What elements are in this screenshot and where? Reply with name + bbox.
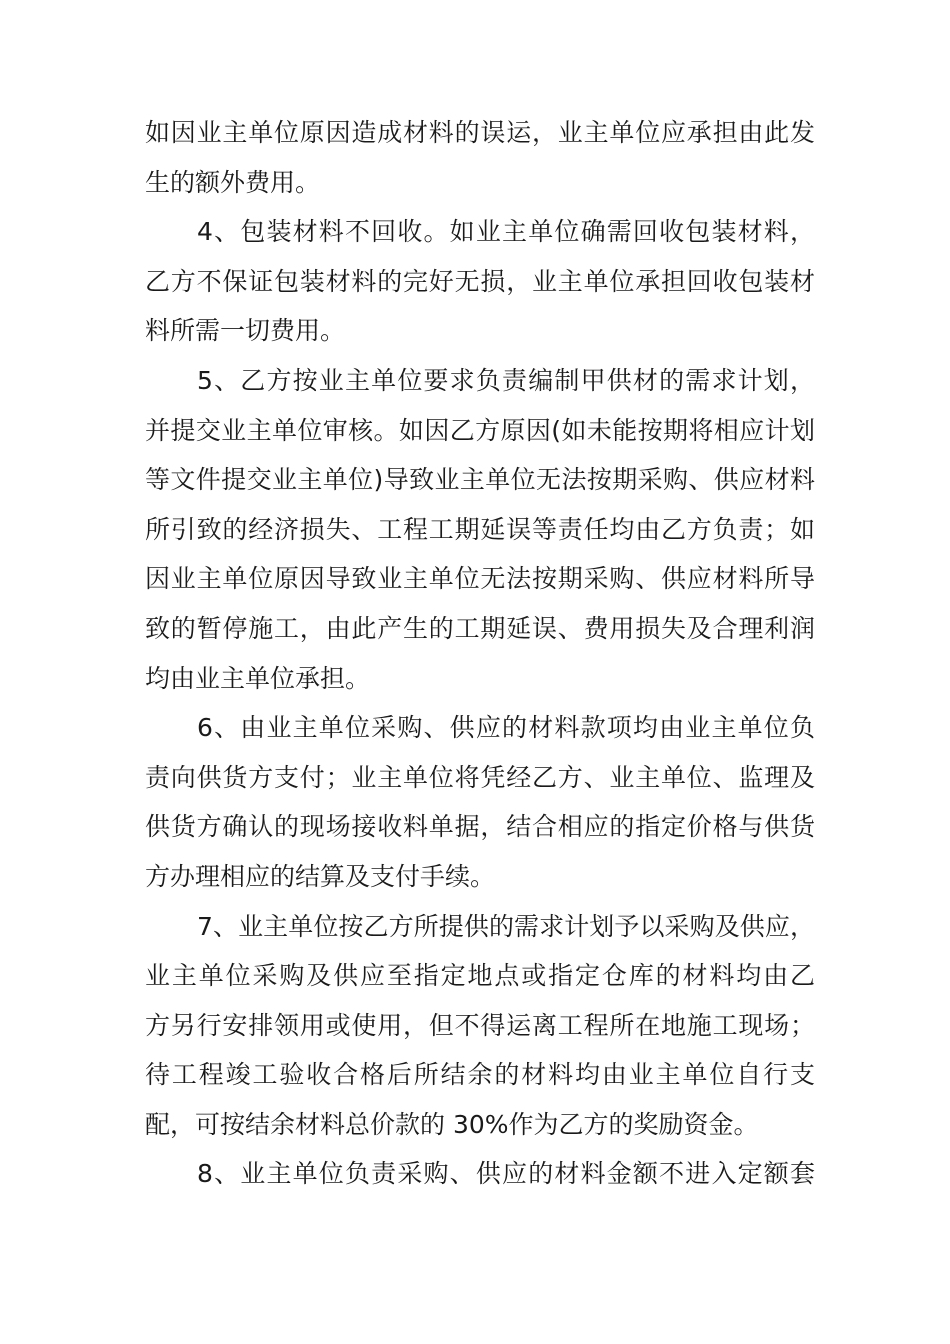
text-line: 如因业主单位原因造成材料的误运，业主单位应承担由此发	[145, 118, 815, 147]
text-line: 配，可按结余材料总价款的 30%作为乙方的奖励资金。	[145, 1109, 759, 1139]
paragraph-item-5	[145, 356, 815, 703]
document-body	[145, 108, 815, 1199]
text-line: 责向供货方支付；业主单位将凭经乙方、业主单位、监理及	[145, 762, 815, 792]
text-line: 方办理相应的结算及支付手续。	[145, 861, 496, 891]
paragraph-item-7	[145, 902, 815, 1150]
text-line: 4、包装材料不回收。如业主单位确需回收包装材料，	[197, 217, 815, 247]
text-line: 8、业主单位负责采购、供应的材料金额不进入定额套	[197, 1159, 815, 1189]
text-line: 6、由业主单位采购、供应的材料款项均由业主单位负	[197, 713, 815, 743]
text-line: 均由业主单位承担。	[145, 663, 371, 693]
text-line: 致的暂停施工，由此产生的工期延误、费用损失及合理利润	[145, 613, 815, 643]
paragraph-item-8	[145, 1149, 815, 1199]
text-line: 因业主单位原因导致业主单位无法按期采购、供应材料所导	[145, 564, 815, 594]
text-line: 乙方不保证包装材料的完好无损，业主单位承担回收包装材	[145, 266, 815, 296]
paragraph-continuation	[145, 108, 815, 207]
paragraph-item-6	[145, 703, 815, 901]
text-line: 料所需一切费用。	[145, 316, 346, 346]
text-line: 方另行安排领用或使用，但不得运离工程所在地施工现场；	[145, 1010, 815, 1040]
text-line: 等文件提交业主单位)导致业主单位无法按期采购、供应材料	[145, 465, 815, 495]
paragraph-item-4	[145, 207, 815, 356]
text-line: 5、乙方按业主单位要求负责编制甲供材的需求计划，	[197, 365, 815, 395]
text-line: 所引致的经济损失、工程工期延误等责任均由乙方负责；如	[145, 514, 815, 544]
text-line: 业主单位采购及供应至指定地点或指定仓库的材料均由乙	[145, 961, 815, 991]
text-line: 并提交业主单位审核。如因乙方原因(如未能按期将相应计划	[145, 415, 815, 445]
text-line: 7、业主单位按乙方所提供的需求计划予以采购及供应，	[197, 911, 815, 941]
text-line: 待工程竣工验收合格后所结余的材料均由业主单位自行支	[145, 1060, 815, 1090]
text-line: 供货方确认的现场接收料单据，结合相应的指定价格与供货	[145, 812, 815, 842]
text-line: 生的额外费用。	[145, 167, 321, 197]
